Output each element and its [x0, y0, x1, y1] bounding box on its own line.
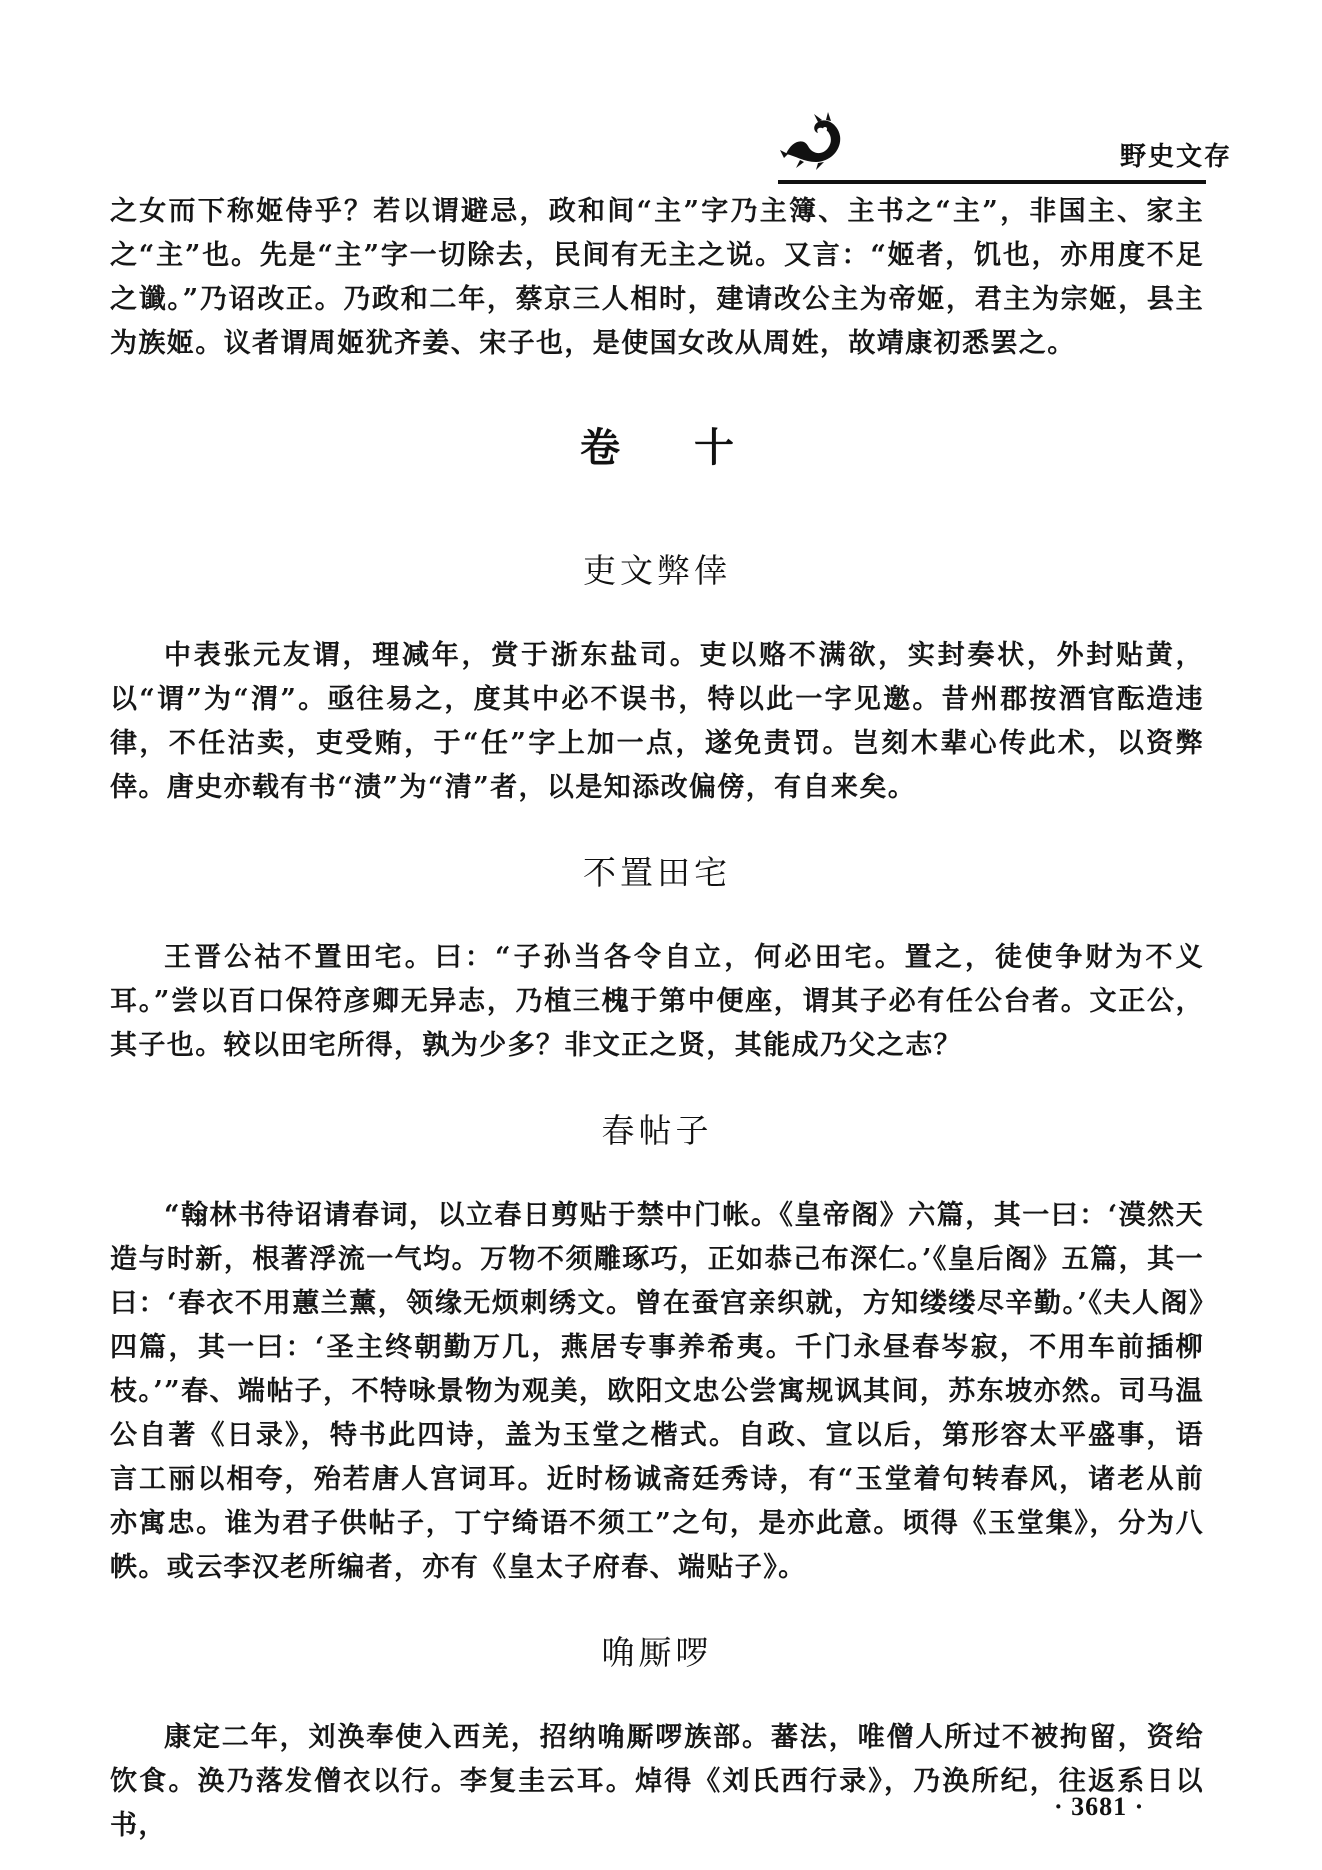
section-title-2: 不置田宅	[583, 853, 731, 892]
page-header	[0, 100, 1322, 190]
intro-paragraph: 之女而下称姬侍乎？若以谓避忌，政和间“主”字乃主簿、主书之“主”，非国主、家主之“主”也。先是“主”字一切除去，民间有无主之说。又言：“姬者，饥也，亦用度不足之谶。”乃诏改正。乃政和二年，蔡京三人相时，建请改公主为帝姬，君主为宗姬，县主为族姬。议者谓周姬犹齐姜、宋子也，是使国女改从周姓，故靖康初悉罢之。	[110, 196, 1204, 359]
series-title: 野史文存	[1120, 142, 1233, 172]
section-body-2: 王晋公祜不置田宅。曰：“子孙当各令自立，何必田宅。置之，徒使争财为不义耳。”尝以百口保符彦卿无异志，乃植三槐于第中便座，谓其子必有任公台者。文正公，其子也。较以田宅所得，孰为少多？非文正之贤，其能成乃父之志？	[110, 942, 1204, 1061]
section-title-1: 吏文弊倖	[583, 551, 731, 590]
volume-title: 卷 十	[580, 425, 764, 471]
page-number: · 3681 ·	[1054, 1792, 1145, 1821]
section-body-3: “翰林书待诏请春词，以立春日剪贴于禁中门帐。《皇帝阁》六篇，其一曰：‘漠然天造与时新，根著浮流一气均。万物不须雕琢巧，正如恭己布深仁。’《皇后阁》五篇，其一曰：‘春衣不用蕙兰薰，领缘无烦刺绣文。曾在蚕宫亲织就，方知缕缕尽辛勤。’《夫人阁》四篇，其一曰：‘圣主终朝勤万几，燕居专事养希夷。千门永昼春岑寂，不用车前插柳枝。’”春、端帖子，不特咏景物为观美，欧阳文忠公尝寓规讽其间，苏东坡亦然。司马温公自著《日录》，特书此四诗，盖为玉堂之楷式。自政、宣以后，第形容太平盛事，语言工丽以相夸，殆若唐人宫词耳。近时杨诚斋廷秀诗，有“玉堂着句转春风，诸老从前亦寓忠。谁为君子供帖子，丁宁绮语不须工”之句，是亦此意。顷得《玉堂集》，分为八帙。或云李汉老所编者，亦有《皇太子府春、端贴子》。	[110, 1200, 1204, 1583]
section-body-4: 康定二年，刘涣奉使入西羌，招纳唃厮啰族部。蕃法，唯僧人所过不被拘留，资给饮食。涣乃落发僧衣以行。李复圭云耳。焯得《刘氏西行录》，乃涣所纪，往返系日以书，	[110, 1722, 1204, 1841]
section-title-3: 春帖子	[601, 1111, 713, 1150]
dragon-emblem-icon	[778, 110, 848, 170]
header-rule	[778, 180, 1206, 184]
section-title-4: 唃厮啰	[601, 1633, 713, 1672]
page-body	[110, 190, 1204, 1848]
section-body-1: 中表张元友谓，理减年，赏于浙东盐司。吏以赂不满欲，实封奏状，外封贴黄，以“谓”为“渭”。亟往易之，度其中必不误书，特以此一字见邀。昔州郡按酒官酝造违律，不任沽卖，吏受贿，于“任”字上加一点，遂免责罚。岂刻木辈心传此术，以资弊倖。唐史亦载有书“渍”为“清”者，以是知添改偏傍，有自来矣。	[110, 640, 1204, 803]
